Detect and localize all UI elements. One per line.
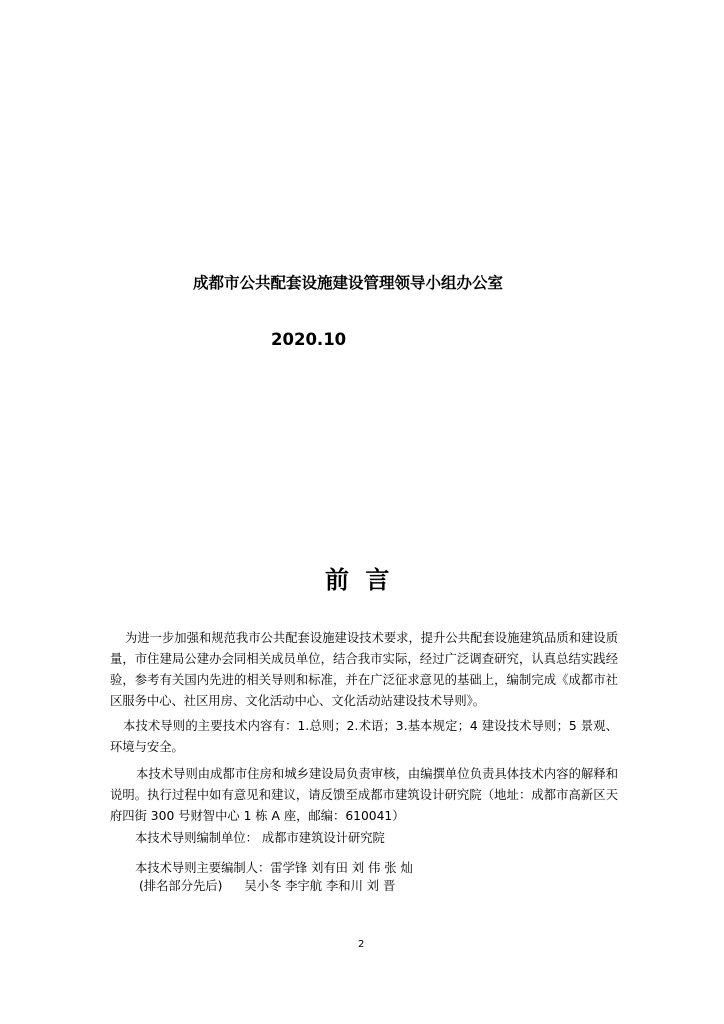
publication-date: 2020.10 — [271, 330, 347, 349]
page-number: 2 — [358, 939, 365, 950]
additional-authors: 吴小冬 李宇航 李和川 刘 晋 — [244, 879, 396, 893]
preface-heading: 前 言 — [325, 566, 394, 594]
preface-paragraph-3: 本技术导则由成都市住房和城乡建设局负责审核，由编撰单位负责具体技术内容的解释和说明。执行过程中如有意见和建议，请反馈至成都市建筑设计研究院（地址：成都市高新区天府四街 300 号财智中心 1 栋 A 座，邮编：610041） — [110, 767, 618, 823]
main-authors: 本技术导则主要编制人：雷学锋 刘有田 刘 伟 张 灿 — [135, 861, 413, 875]
additional-authors-line — [139, 876, 395, 897]
preface-paragraph-2: 本技术导则的主要技术内容有：1.总则；2.术语；3.基本规定；4 建设技术导则；5 景观、环境与安全。 — [110, 719, 618, 754]
organization-title: 成都市公共配套设施建设管理领导小组办公室 — [193, 274, 504, 292]
compiling-unit: 本技术导则编制单位： 成都市建筑设计研究院 — [135, 831, 385, 845]
preface-paragraph-1: 为进一步加强和规范我市公共配套设施建设技术要求，提升公共配套设施建筑品质和建设质量，市住建局公建办会同相关成员单位，结合我市实际，经过广泛调查研究，认真总结实践经验，参考有关国内先进的相关导则和标准，并在广泛征求意见的基础上，编制完成《成都市社区服务中心、社区用房、文化活动中心、文化活动站建设技术导则》。 — [110, 631, 618, 708]
order-note: (排名部分先后) — [139, 879, 223, 893]
